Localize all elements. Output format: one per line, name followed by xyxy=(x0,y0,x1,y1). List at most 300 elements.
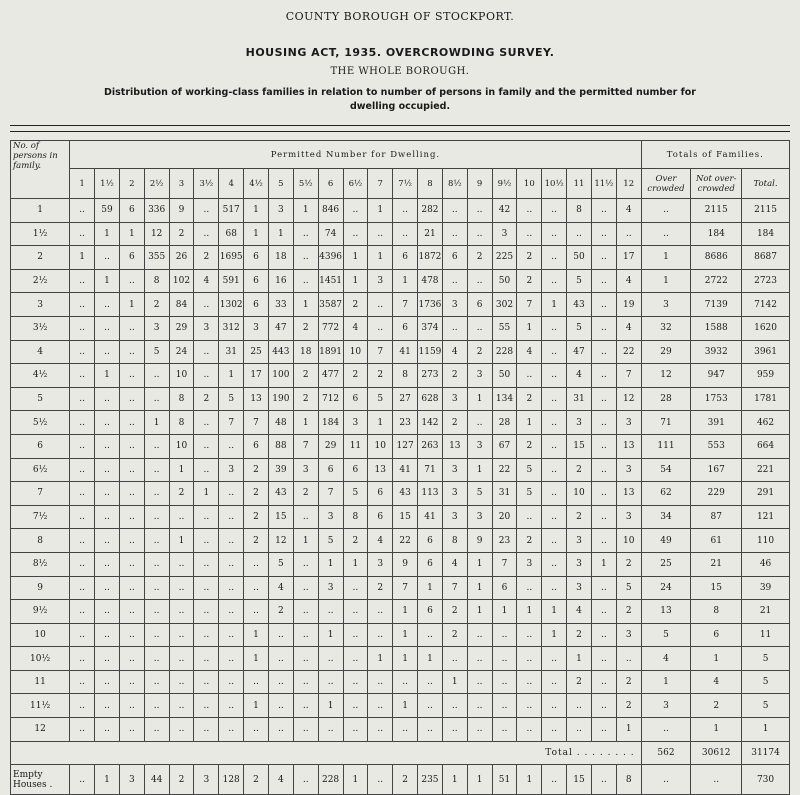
table-cell: 7 xyxy=(492,552,517,576)
overcrowded-cell: .. xyxy=(641,718,691,742)
permitted-header: 4½ xyxy=(244,169,269,199)
table-cell: .. xyxy=(293,765,318,795)
table-cell: .. xyxy=(393,222,418,246)
table-cell: .. xyxy=(119,576,144,600)
table-cell: 22 xyxy=(492,458,517,482)
table-cell: 18 xyxy=(268,246,293,270)
table-cell: 26 xyxy=(169,246,194,270)
table-cell: .. xyxy=(368,600,393,624)
table-cell: .. xyxy=(591,434,616,458)
table-cell: .. xyxy=(542,552,567,576)
table-cell: 2 xyxy=(343,364,368,388)
table-cell: 3 xyxy=(567,576,592,600)
table-cell: .. xyxy=(343,222,368,246)
table-cell: .. xyxy=(244,670,269,694)
table-cell: .. xyxy=(442,269,467,293)
table-cell: 7 xyxy=(616,364,641,388)
row-label: 1 xyxy=(11,199,70,223)
totals-header: Not over-crowded xyxy=(691,169,742,199)
row-label: 11 xyxy=(11,670,70,694)
table-cell: .. xyxy=(144,694,169,718)
table-row xyxy=(11,434,790,458)
table-cell: .. xyxy=(517,623,542,647)
table-cell: 2 xyxy=(169,222,194,246)
table-row xyxy=(11,222,790,246)
table-cell: 4 xyxy=(567,364,592,388)
table-cell: 1 xyxy=(293,293,318,317)
table-cell: 1 xyxy=(293,529,318,553)
table-cell: 1 xyxy=(442,670,467,694)
not-overcrowded-cell: 21 xyxy=(691,552,742,576)
overcrowded-cell: 111 xyxy=(641,434,691,458)
not-overcrowded-cell: 7139 xyxy=(691,293,742,317)
table-cell: 1 xyxy=(393,694,418,718)
table-cell: .. xyxy=(517,505,542,529)
table-row xyxy=(11,600,790,624)
permitted-header: 10 xyxy=(517,169,542,199)
table-cell: .. xyxy=(467,718,492,742)
table-cell: 2 xyxy=(616,670,641,694)
table-cell: .. xyxy=(194,694,219,718)
table-cell: 6 xyxy=(343,458,368,482)
table-cell: 5 xyxy=(268,552,293,576)
table-cell: .. xyxy=(492,718,517,742)
title-description-line-2: dwelling occupied. xyxy=(349,101,451,112)
table-cell: .. xyxy=(70,364,95,388)
table-cell: .. xyxy=(144,482,169,506)
table-cell: .. xyxy=(442,647,467,671)
table-cell: 10 xyxy=(169,364,194,388)
table-cell: 1695 xyxy=(219,246,244,270)
table-cell: .. xyxy=(542,246,567,270)
table-cell: .. xyxy=(318,647,343,671)
table-cell: .. xyxy=(492,623,517,647)
table-cell: .. xyxy=(244,552,269,576)
table-cell: 7 xyxy=(393,293,418,317)
table-cell: .. xyxy=(591,364,616,388)
table-cell: 4 xyxy=(616,269,641,293)
table-row xyxy=(11,269,790,293)
table-cell: 18 xyxy=(293,340,318,364)
table-cell: .. xyxy=(591,505,616,529)
table-cell: 1 xyxy=(492,600,517,624)
total-cell: 110 xyxy=(742,529,790,553)
table-cell: 235 xyxy=(418,765,443,795)
table-cell: 3 xyxy=(567,529,592,553)
table-cell: 3 xyxy=(442,505,467,529)
table-cell: .. xyxy=(542,647,567,671)
table-cell: .. xyxy=(194,222,219,246)
table-cell: 1 xyxy=(244,199,269,223)
table-cell: 1 xyxy=(244,222,269,246)
table-cell: 28 xyxy=(492,411,517,435)
table-cell: .. xyxy=(591,411,616,435)
table-cell: 6 xyxy=(343,387,368,411)
table-cell: 102 xyxy=(169,269,194,293)
table-cell: .. xyxy=(293,269,318,293)
table-cell: 1 xyxy=(542,600,567,624)
table-cell: 6 xyxy=(442,246,467,270)
row-label: 6 xyxy=(11,434,70,458)
table-cell: .. xyxy=(70,434,95,458)
table-cell: 2 xyxy=(567,623,592,647)
table-cell: 1 xyxy=(343,552,368,576)
table-cell: 2 xyxy=(442,623,467,647)
not-overcrowded-cell: 184 xyxy=(691,222,742,246)
table-cell: 3 xyxy=(144,316,169,340)
table-cell: 1 xyxy=(467,576,492,600)
table-cell: .. xyxy=(343,647,368,671)
table-cell: .. xyxy=(194,552,219,576)
table-cell: 6 xyxy=(244,434,269,458)
table-cell: 1 xyxy=(517,411,542,435)
table-cell: .. xyxy=(70,552,95,576)
table-cell: .. xyxy=(95,340,120,364)
total-cell: 5 xyxy=(742,670,790,694)
table-row xyxy=(11,505,790,529)
not-overcrowded-cell: 947 xyxy=(691,364,742,388)
table-cell: .. xyxy=(169,694,194,718)
table-cell: .. xyxy=(70,600,95,624)
table-cell: 1 xyxy=(318,623,343,647)
table-cell: 6 xyxy=(492,576,517,600)
total-cell: 11 xyxy=(742,623,790,647)
table-cell: 3 xyxy=(368,269,393,293)
table-cell: .. xyxy=(194,458,219,482)
table-cell: .. xyxy=(293,647,318,671)
total-cell: 1620 xyxy=(742,316,790,340)
table-cell: .. xyxy=(591,765,616,795)
table-cell: 7 xyxy=(244,411,269,435)
table-cell: .. xyxy=(119,505,144,529)
table-cell: 2 xyxy=(169,765,194,795)
permitted-header: 9½ xyxy=(492,169,517,199)
table-cell: 846 xyxy=(318,199,343,223)
table-cell: .. xyxy=(591,246,616,270)
row-label: 4 xyxy=(11,340,70,364)
table-cell: 1 xyxy=(169,529,194,553)
total-cell: 5 xyxy=(742,694,790,718)
table-cell: .. xyxy=(219,600,244,624)
table-cell: .. xyxy=(244,600,269,624)
row-label: 3 xyxy=(11,293,70,317)
table-cell: .. xyxy=(542,458,567,482)
table-cell: .. xyxy=(517,364,542,388)
permitted-header: 1½ xyxy=(95,169,120,199)
table-cell: .. xyxy=(591,458,616,482)
table-cell: .. xyxy=(119,411,144,435)
not-overcrowded-cell: 61 xyxy=(691,529,742,553)
table-cell: 4 xyxy=(616,199,641,223)
table-cell: .. xyxy=(219,505,244,529)
table-cell: 1 xyxy=(418,576,443,600)
table-cell: 23 xyxy=(492,529,517,553)
overcrowded-cell: 49 xyxy=(641,529,691,553)
table-cell: 5 xyxy=(343,482,368,506)
table-cell: 2 xyxy=(144,293,169,317)
table-cell: .. xyxy=(343,199,368,223)
table-cell: 1 xyxy=(194,482,219,506)
table-cell: .. xyxy=(144,434,169,458)
table-cell: .. xyxy=(418,623,443,647)
overcrowded-cell: 71 xyxy=(641,411,691,435)
table-cell: 2 xyxy=(368,576,393,600)
table-cell: .. xyxy=(119,529,144,553)
total-cell: 1781 xyxy=(742,387,790,411)
table-cell: .. xyxy=(517,670,542,694)
table-cell: 31 xyxy=(567,387,592,411)
permitted-header: 4 xyxy=(219,169,244,199)
table-cell: .. xyxy=(492,670,517,694)
table-cell: .. xyxy=(194,199,219,223)
table-cell: .. xyxy=(95,482,120,506)
table-cell: .. xyxy=(219,552,244,576)
table-cell: .. xyxy=(343,623,368,647)
table-cell: 2 xyxy=(244,482,269,506)
table-cell: .. xyxy=(144,718,169,742)
table-cell: .. xyxy=(542,411,567,435)
overcrowded-cell: 32 xyxy=(641,316,691,340)
table-cell: 29 xyxy=(318,434,343,458)
table-cell: 6 xyxy=(393,316,418,340)
table-cell: 2 xyxy=(517,387,542,411)
table-cell: 1 xyxy=(442,765,467,795)
total-cell: 959 xyxy=(742,364,790,388)
table-row xyxy=(11,718,790,742)
table-cell: 2 xyxy=(293,316,318,340)
table-cell: 302 xyxy=(492,293,517,317)
not-overcrowded-cell: 1753 xyxy=(691,387,742,411)
table-cell: .. xyxy=(492,647,517,671)
not-overcrowded-cell: 1 xyxy=(691,718,742,742)
row-label: 12 xyxy=(11,718,70,742)
table-cell: 128 xyxy=(219,765,244,795)
table-cell: .. xyxy=(542,364,567,388)
table-cell: .. xyxy=(70,647,95,671)
table-cell: .. xyxy=(144,600,169,624)
overcrowded-cell: 1 xyxy=(641,670,691,694)
not-overcrowded-cell: 8 xyxy=(691,600,742,624)
table-cell: 1 xyxy=(343,246,368,270)
table-row xyxy=(11,340,790,364)
table-cell: .. xyxy=(70,765,95,795)
table-row xyxy=(11,552,790,576)
table-cell: 12 xyxy=(616,387,641,411)
table-cell: 3 xyxy=(442,458,467,482)
table-cell: 51 xyxy=(492,765,517,795)
table-cell: 41 xyxy=(393,340,418,364)
table-cell: 12 xyxy=(144,222,169,246)
table-row xyxy=(11,576,790,600)
total-cell: 1 xyxy=(742,718,790,742)
not-overcrowded-cell: 3932 xyxy=(691,340,742,364)
table-cell: 2 xyxy=(567,505,592,529)
table-cell: .. xyxy=(169,600,194,624)
table-cell: .. xyxy=(467,670,492,694)
table-cell: .. xyxy=(368,718,393,742)
grand-total: 31174 xyxy=(742,741,790,765)
table-cell: 17 xyxy=(244,364,269,388)
table-cell: .. xyxy=(95,600,120,624)
total-cell: 221 xyxy=(742,458,790,482)
table-cell: .. xyxy=(144,529,169,553)
table-cell: 3 xyxy=(268,199,293,223)
not-overcrowded-cell: 1588 xyxy=(691,316,742,340)
table-cell: 190 xyxy=(268,387,293,411)
table-row xyxy=(11,293,790,317)
table-cell: 1 xyxy=(467,387,492,411)
table-cell: 84 xyxy=(169,293,194,317)
table-cell: .. xyxy=(293,505,318,529)
not-overcrowded-cell: 2115 xyxy=(691,199,742,223)
table-cell: 1 xyxy=(418,647,443,671)
overcrowded-cell: 29 xyxy=(641,340,691,364)
table-cell: 3 xyxy=(442,482,467,506)
table-cell: 43 xyxy=(268,482,293,506)
table-cell: .. xyxy=(591,694,616,718)
table-row xyxy=(11,246,790,270)
table-cell: 6 xyxy=(244,246,269,270)
table-cell: 24 xyxy=(169,340,194,364)
table-cell: 1 xyxy=(318,552,343,576)
permitted-header: 11 xyxy=(567,169,592,199)
table-cell: 477 xyxy=(318,364,343,388)
table-cell: .. xyxy=(95,718,120,742)
table-cell: .. xyxy=(219,718,244,742)
table-cell: 4 xyxy=(442,552,467,576)
total-cell: 5 xyxy=(742,647,790,671)
table-cell: 10 xyxy=(343,340,368,364)
table-cell: .. xyxy=(95,293,120,317)
table-cell: 31 xyxy=(219,340,244,364)
table-cell: .. xyxy=(194,670,219,694)
table-cell: 1 xyxy=(393,647,418,671)
table-cell: .. xyxy=(70,222,95,246)
table-cell: .. xyxy=(169,576,194,600)
table-cell: .. xyxy=(70,316,95,340)
table-cell: 113 xyxy=(418,482,443,506)
overcrowded-cell: 25 xyxy=(641,552,691,576)
table-cell: .. xyxy=(293,623,318,647)
table-row xyxy=(11,694,790,718)
table-cell: .. xyxy=(70,670,95,694)
not-overcrowded-cell: 2 xyxy=(691,694,742,718)
table-cell: .. xyxy=(144,552,169,576)
table-cell: .. xyxy=(368,222,393,246)
table-cell: .. xyxy=(95,670,120,694)
table-cell: 4 xyxy=(517,340,542,364)
table-cell: 41 xyxy=(393,458,418,482)
table-cell: .. xyxy=(194,505,219,529)
table-cell: 263 xyxy=(418,434,443,458)
table-cell: .. xyxy=(368,293,393,317)
overcrowding-table xyxy=(10,140,790,795)
table-cell: .. xyxy=(219,647,244,671)
table-cell: 2 xyxy=(467,340,492,364)
table-cell: 1 xyxy=(467,552,492,576)
overcrowded-cell: 28 xyxy=(641,387,691,411)
table-cell: 1872 xyxy=(418,246,443,270)
table-cell: 2 xyxy=(368,364,393,388)
total-cell: 462 xyxy=(742,411,790,435)
table-cell: 44 xyxy=(144,765,169,795)
table-cell: .. xyxy=(194,600,219,624)
table-cell: .. xyxy=(95,647,120,671)
total-cell: 2115 xyxy=(742,199,790,223)
total-cell: 7142 xyxy=(742,293,790,317)
table-cell: 8 xyxy=(567,199,592,223)
table-cell: 2 xyxy=(194,246,219,270)
table-cell: 1 xyxy=(591,552,616,576)
not-overcrowded-cell: 87 xyxy=(691,505,742,529)
table-cell: 6 xyxy=(244,269,269,293)
table-cell: .. xyxy=(119,316,144,340)
table-cell: 225 xyxy=(492,246,517,270)
permitted-header: 2 xyxy=(119,169,144,199)
table-cell: .. xyxy=(194,411,219,435)
total-overcrowded: 562 xyxy=(641,741,691,765)
table-cell: .. xyxy=(542,387,567,411)
table-cell: .. xyxy=(95,316,120,340)
table-cell: .. xyxy=(95,576,120,600)
permitted-group-header: Permitted Number for Dwelling. xyxy=(70,141,641,169)
table-cell: 478 xyxy=(418,269,443,293)
table-cell: 5 xyxy=(567,316,592,340)
table-cell: .. xyxy=(418,694,443,718)
table-cell: .. xyxy=(119,694,144,718)
totals-group-header: Totals of Families. xyxy=(641,141,789,169)
table-cell: 4396 xyxy=(318,246,343,270)
table-cell: .. xyxy=(442,199,467,223)
total-cell: 21 xyxy=(742,600,790,624)
table-cell: 1891 xyxy=(318,340,343,364)
table-cell: .. xyxy=(70,694,95,718)
not-overcrowded-cell: 553 xyxy=(691,434,742,458)
table-cell: 772 xyxy=(318,316,343,340)
table-cell: .. xyxy=(119,482,144,506)
table-cell: 3 xyxy=(293,458,318,482)
table-cell: 712 xyxy=(318,387,343,411)
table-cell: 5 xyxy=(219,387,244,411)
table-cell: 1 xyxy=(95,765,120,795)
table-cell: 1 xyxy=(368,647,393,671)
not-overcrowded-cell: 15 xyxy=(691,576,742,600)
table-cell: 1302 xyxy=(219,293,244,317)
table-cell: .. xyxy=(542,222,567,246)
table-cell: 13 xyxy=(616,482,641,506)
table-cell: 88 xyxy=(268,434,293,458)
table-cell: 1 xyxy=(244,647,269,671)
table-cell: .. xyxy=(293,552,318,576)
table-cell: 3 xyxy=(194,765,219,795)
table-cell: 42 xyxy=(492,199,517,223)
table-cell: 3 xyxy=(318,505,343,529)
table-cell: .. xyxy=(442,718,467,742)
permitted-header: 11½ xyxy=(591,169,616,199)
table-cell: .. xyxy=(169,505,194,529)
table-cell: 43 xyxy=(567,293,592,317)
table-cell: .. xyxy=(591,600,616,624)
table-cell: .. xyxy=(517,647,542,671)
table-cell: .. xyxy=(542,434,567,458)
table-cell: 8 xyxy=(393,364,418,388)
table-cell: .. xyxy=(542,765,567,795)
table-cell: 6 xyxy=(393,246,418,270)
not-overcrowded-cell: 391 xyxy=(691,411,742,435)
table-cell: .. xyxy=(591,199,616,223)
table-cell: 6 xyxy=(418,600,443,624)
table-cell: 355 xyxy=(144,246,169,270)
